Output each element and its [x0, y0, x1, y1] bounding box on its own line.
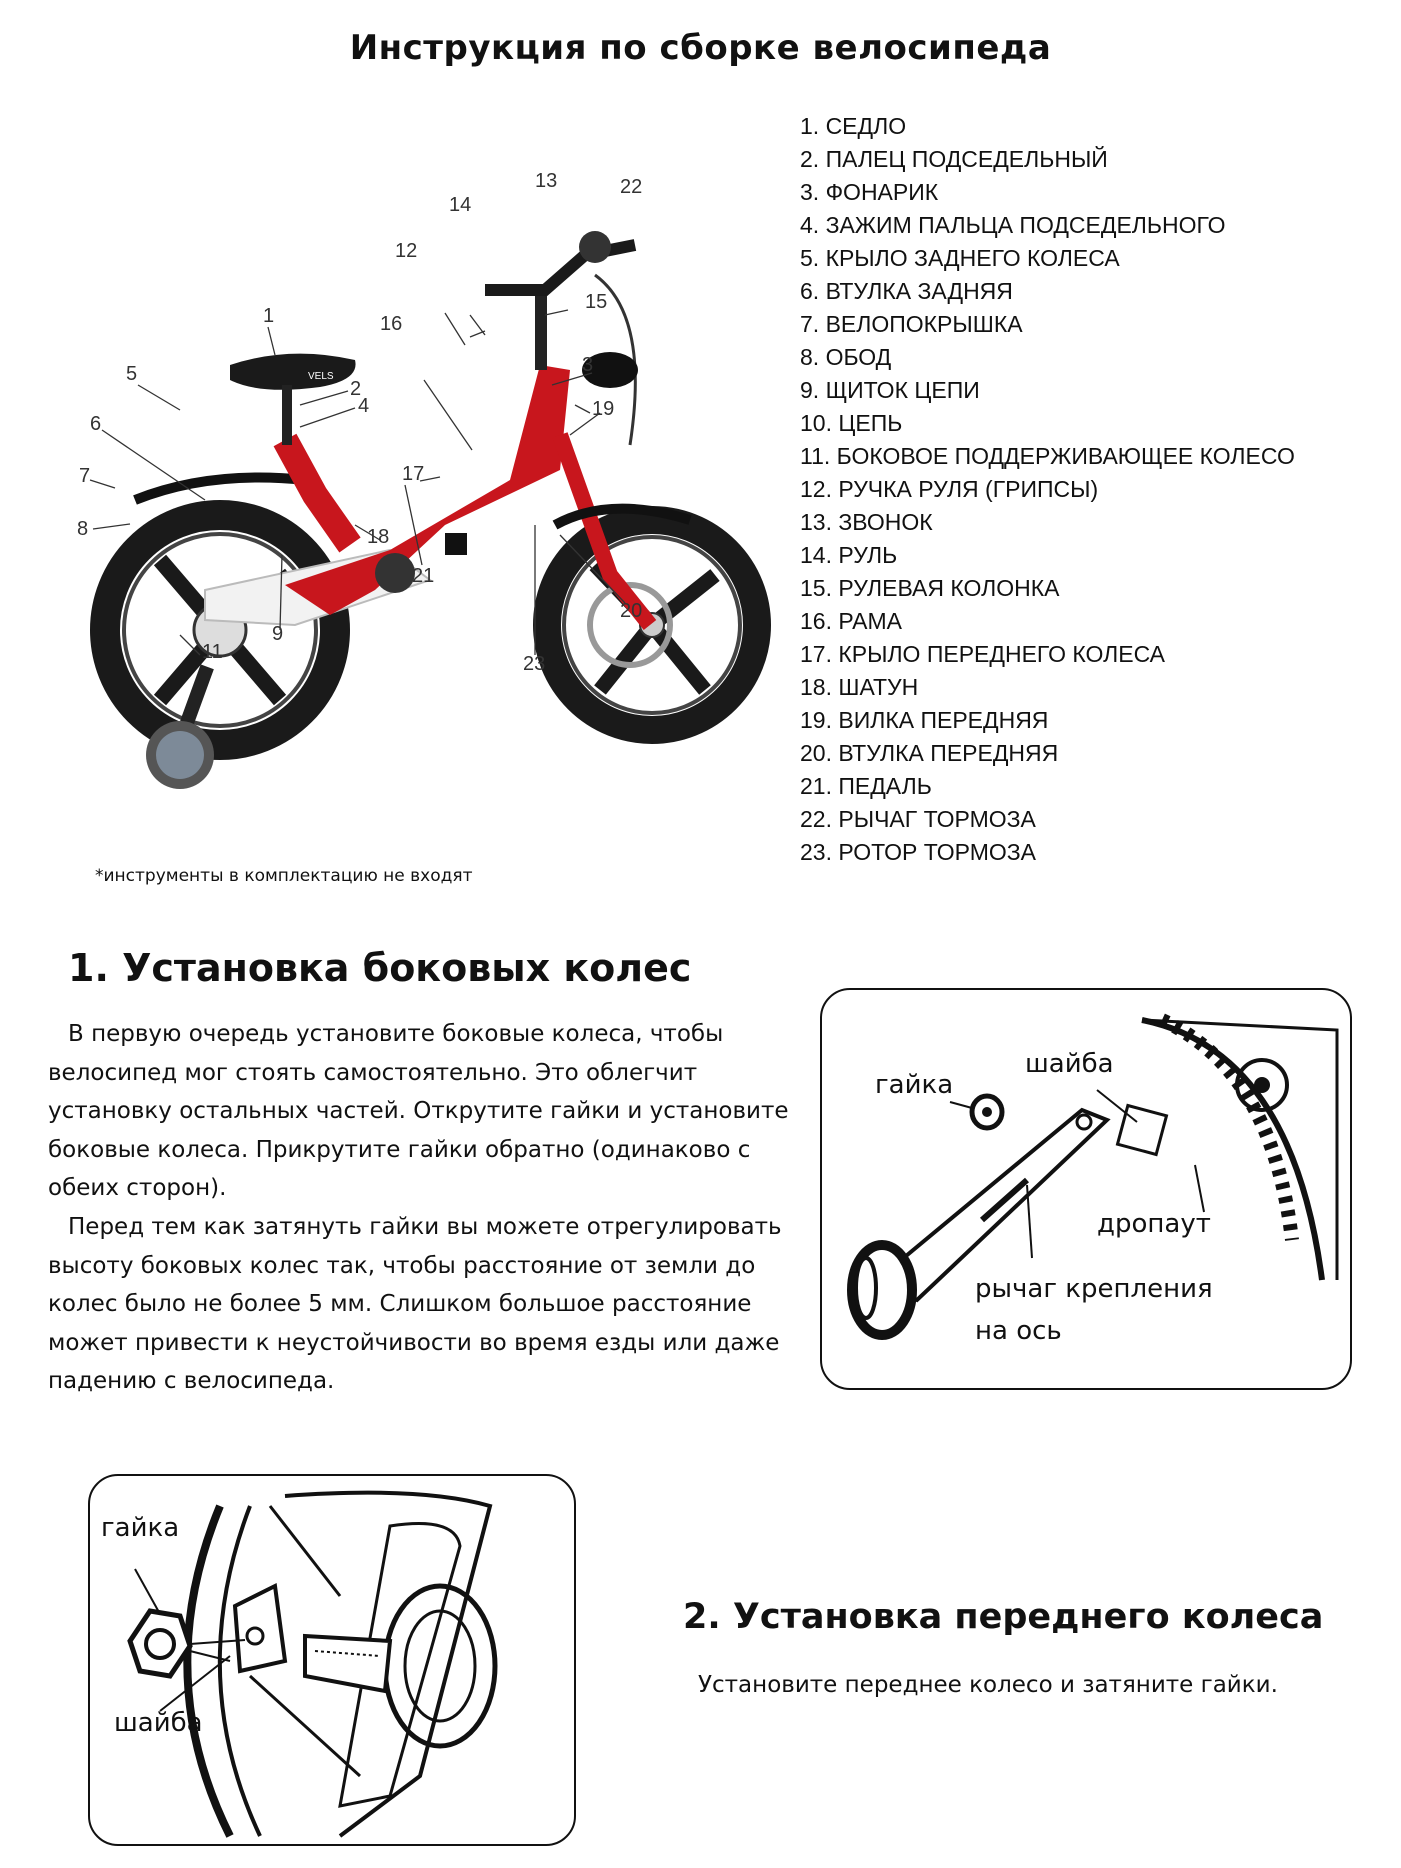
callout-11: 11 — [202, 641, 223, 663]
parts-list-item: 2. ПАЛЕЦ ПОДСЕДЕЛЬНЫЙ — [800, 146, 1108, 172]
parts-list-item: 18. ШАТУН — [800, 674, 919, 700]
parts-list-item: 16. РАМА — [800, 608, 903, 634]
parts-list-item: 21. ПЕДАЛЬ — [800, 773, 932, 799]
d1-arm-label-2: на ось — [975, 1316, 1062, 1346]
callout-4: 4 — [358, 395, 370, 417]
training-wheel-diagram — [820, 988, 1352, 1390]
section1-paragraph-1: В первую очередь установите боковые колеса, чтобы велосипед мог стоять самостоятельно. Это облегчит установку остальных частей. Открутите гайки и установите боковые колеса. Прикрутите гайки обратно (одинаково с обеих сторон). — [48, 1021, 789, 1202]
d1-arm-label-1: рычаг крепления — [975, 1274, 1213, 1304]
callout-12: 12 — [395, 240, 418, 262]
callout-6: 6 — [90, 413, 102, 435]
callout-5: 5 — [126, 363, 138, 385]
section1-paragraph-2: Перед тем как затянуть гайки вы можете отрегулировать высоту боковых колес так, чтобы расстояние от земли до колес было не более 5 мм. Слишком большое расстояние может привести к неустойчивости во время езды или даже падению с велосипеда. — [48, 1213, 782, 1395]
saddle — [230, 354, 356, 390]
parts-list-item: 13. ЗВОНОК — [800, 509, 933, 535]
parts-list-item: 12. РУЧКА РУЛЯ (ГРИПСЫ) — [800, 476, 1099, 502]
section2-heading: 2. Установка переднего колеса — [683, 1597, 1324, 1637]
rear-wheel — [105, 515, 335, 745]
page-title: Инструкция по сборке велосипеда — [349, 28, 1052, 68]
callout-1: 1 — [263, 305, 275, 327]
parts-list-item: 7. ВЕЛОПОКРЫШКА — [800, 311, 1023, 337]
parts-list-item: 6. ВТУЛКА ЗАДНЯЯ — [800, 278, 1013, 304]
parts-list-item: 22. РЫЧАГ ТОРМОЗА — [800, 806, 1036, 832]
parts-list-item: 10. ЦЕПЬ — [800, 410, 903, 436]
callout-13: 13 — [535, 170, 558, 192]
front-wheel — [547, 520, 757, 730]
callout-20: 20 — [620, 600, 643, 622]
stem — [535, 290, 547, 370]
d1-washer-label: шайба — [1025, 1049, 1114, 1079]
rear-fender — [135, 478, 305, 501]
d2-washer-label: шайба — [114, 1708, 203, 1738]
parts-list — [800, 110, 1295, 869]
d1-nut-label: гайка — [875, 1070, 954, 1100]
callout-2: 2 — [350, 378, 362, 400]
parts-list-item: 19. ВИЛКА ПЕРЕДНЯЯ — [800, 707, 1049, 733]
bike-diagram — [77, 170, 790, 815]
callout-9: 9 — [272, 623, 284, 645]
callout-18: 18 — [367, 526, 390, 548]
tools-note: *инструменты в комплектацию не входят — [95, 866, 473, 886]
bell — [579, 231, 611, 263]
callout-14: 14 — [449, 194, 472, 216]
parts-list-item: 17. КРЫЛО ПЕРЕДНЕГО КОЛЕСА — [800, 641, 1166, 667]
section2-text: Установите переднее колесо и затяните гайки. — [698, 1672, 1278, 1698]
handlebar — [485, 245, 635, 290]
pedal — [445, 533, 467, 555]
seatpost — [282, 385, 292, 445]
front-wheel-diagram — [88, 1474, 576, 1846]
parts-list-item: 1. СЕДЛО — [800, 113, 907, 139]
callout-3: 3 — [582, 354, 594, 376]
parts-list-item: 8. ОБОД — [800, 344, 892, 370]
callout-23: 23 — [523, 653, 546, 675]
callout-21: 21 — [412, 565, 435, 587]
callout-7: 7 — [79, 465, 91, 487]
callout-17: 17 — [402, 463, 425, 485]
seat-logo: VELS — [308, 371, 334, 382]
parts-list-item: 4. ЗАЖИМ ПАЛЬЦА ПОДСЕДЕЛЬНОГО — [800, 212, 1226, 238]
callout-8: 8 — [77, 518, 89, 540]
parts-list-item: 20. ВТУЛКА ПЕРЕДНЯЯ — [800, 740, 1059, 766]
d2-nut-label: гайка — [101, 1513, 180, 1543]
parts-list-item: 23. РОТОР ТОРМОЗА — [800, 839, 1036, 865]
callout-22: 22 — [620, 176, 643, 198]
callout-15: 15 — [585, 291, 608, 313]
crank — [375, 553, 415, 593]
section1-heading: 1. Установка боковых колес — [68, 946, 692, 990]
callout-16: 16 — [380, 313, 403, 335]
parts-list-item: 9. ЩИТОК ЦЕПИ — [800, 377, 980, 403]
parts-list-item: 15. РУЛЕВАЯ КОЛОНКА — [800, 575, 1060, 601]
section1-body — [48, 1015, 798, 1401]
parts-list-item: 14. РУЛЬ — [800, 542, 898, 568]
d1-dropout-label: дропаут — [1097, 1209, 1211, 1239]
callout-19: 19 — [592, 398, 615, 420]
parts-list-item: 3. ФОНАРИК — [800, 179, 939, 205]
parts-list-item: 5. КРЫЛО ЗАДНЕГО КОЛЕСА — [800, 245, 1120, 271]
parts-list-item: 11. БОКОВОЕ ПОДДЕРЖИВАЮЩЕЕ КОЛЕСО — [800, 443, 1295, 469]
